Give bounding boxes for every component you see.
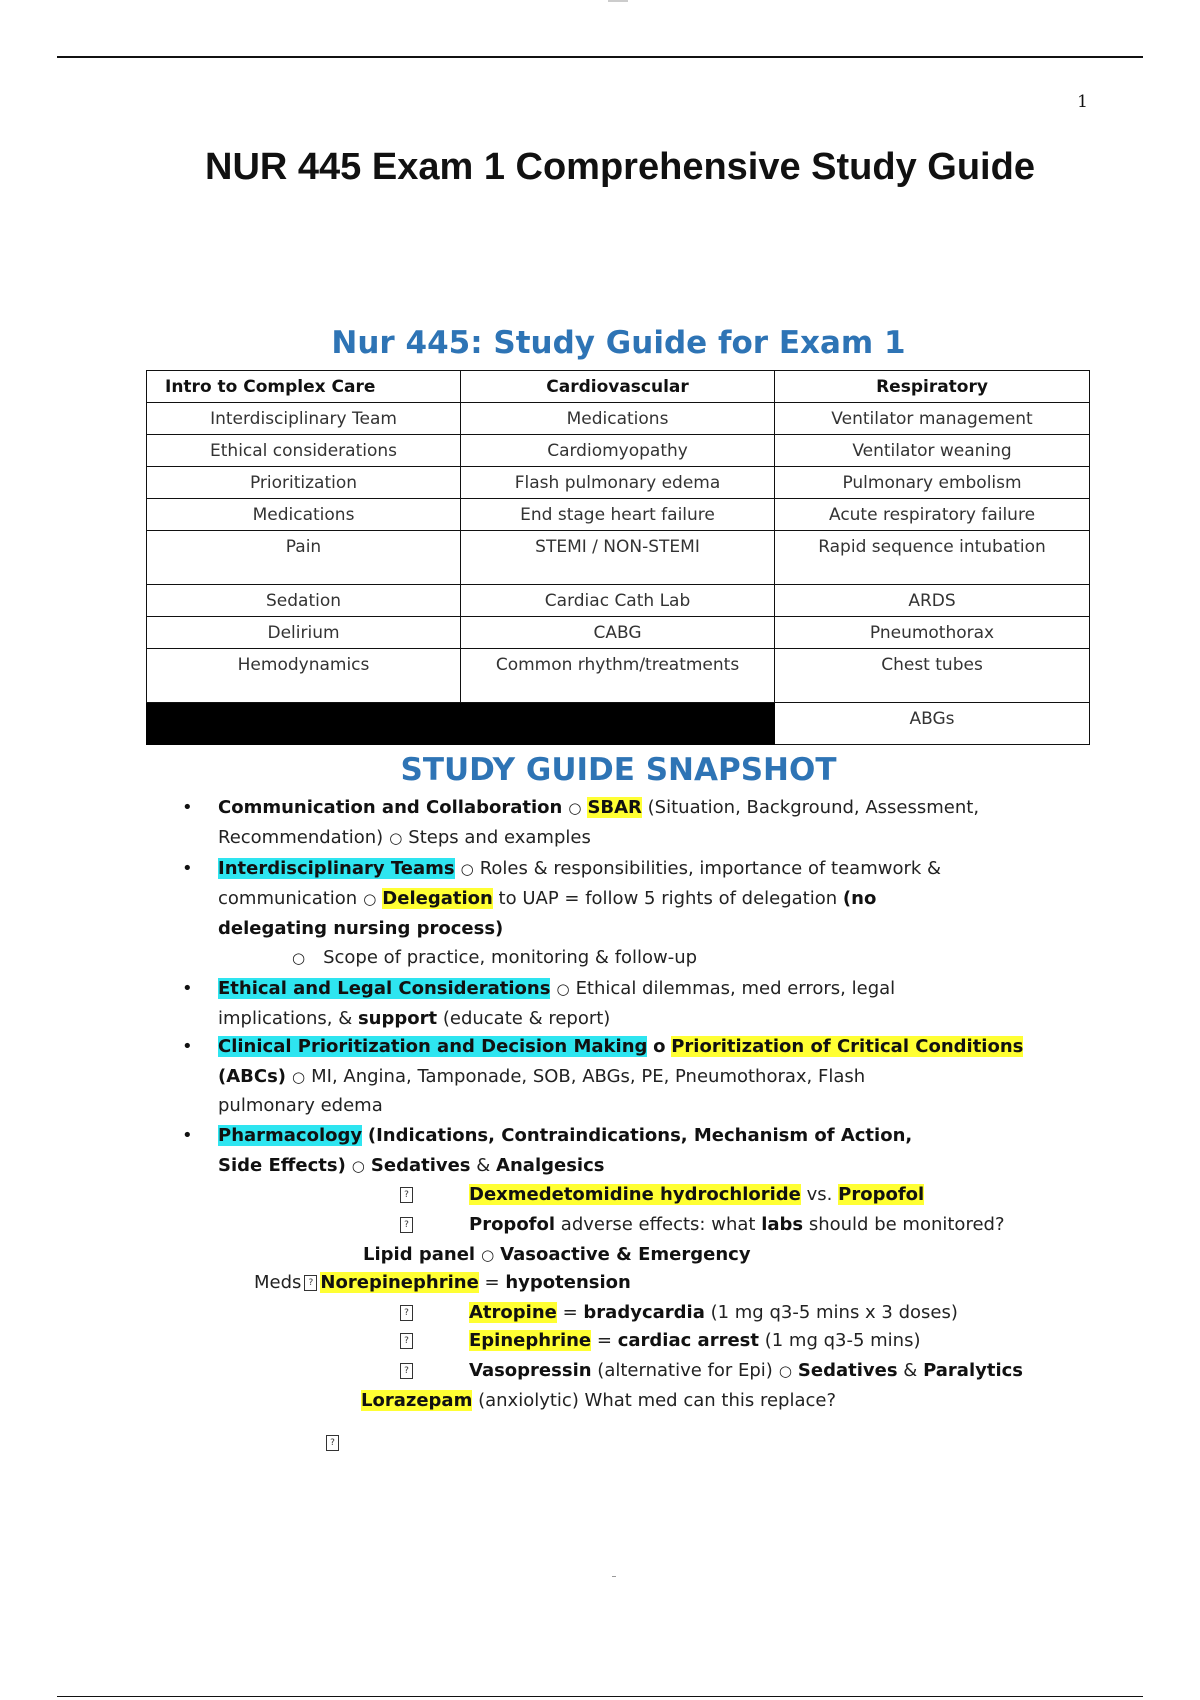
- table-cell: Hemodynamics: [147, 649, 461, 703]
- table-cell: ARDS: [775, 585, 1090, 617]
- bold-segment: Sedatives: [370, 1155, 471, 1176]
- snapshot-line: [218, 1125, 912, 1146]
- table-row: [147, 617, 1090, 649]
- table-cell: Flash pulmonary edema: [461, 467, 775, 499]
- column-header: Cardiovascular: [461, 371, 775, 403]
- table-cell: Delirium: [147, 617, 461, 649]
- bold-segment: o: [653, 1036, 666, 1057]
- bold-segment: (Indications, Contraindications, Mechanism of Action,: [367, 1125, 913, 1146]
- snapshot-line: [286, 947, 697, 968]
- text-segment: to UAP = follow 5 rights of delegation: [498, 888, 838, 909]
- table-row: [147, 703, 1090, 745]
- table-cell: Ventilator weaning: [775, 435, 1090, 467]
- bold-segment: labs: [761, 1214, 804, 1235]
- snapshot-line: [218, 827, 591, 848]
- highlighted-term: Delegation: [382, 888, 493, 909]
- text-segment: Ethical dilemmas, med errors, legal: [575, 978, 896, 999]
- bullet-glyph: •: [182, 797, 193, 818]
- table-row: [147, 585, 1090, 617]
- bold-segment: cardiac arrest: [617, 1330, 759, 1351]
- highlighted-topic: Clinical Prioritization and Decision Making: [218, 1036, 648, 1057]
- table-cell: Pulmonary embolism: [775, 467, 1090, 499]
- highlighted-term: Dexmedetomidine hydrochloride: [469, 1184, 801, 1205]
- page-number: 1: [1077, 92, 1088, 112]
- highlighted-topic: Ethical and Legal Considerations: [218, 978, 551, 999]
- snapshot-line: [218, 978, 895, 999]
- table-cell: End stage heart failure: [461, 499, 775, 531]
- text-segment: (Situation, Background, Assessment,: [647, 797, 980, 818]
- bold-segment: (no: [842, 888, 877, 909]
- snapshot-line: [254, 1272, 631, 1293]
- bold-segment: delegating nursing process): [218, 918, 504, 939]
- text-segment: (1 mg q3-5 mins): [764, 1330, 921, 1351]
- text-segment: (1 mg q3-5 mins x 3 doses): [710, 1302, 958, 1323]
- snapshot-heading: STUDY GUIDE SNAPSHOT: [400, 752, 837, 788]
- snapshot-line: [218, 1095, 383, 1116]
- circle-marker: ○: [292, 1068, 306, 1086]
- text-segment: &: [903, 1360, 918, 1381]
- highlighted-term: Prioritization of Critical Conditions: [671, 1036, 1024, 1057]
- table-row: [147, 435, 1090, 467]
- circle-marker: ○: [460, 860, 474, 878]
- table-cell: ABGs: [775, 703, 1090, 745]
- table-cell: Sedation: [147, 585, 461, 617]
- table-cell: Chest tubes: [775, 649, 1090, 703]
- circle-marker: ○: [389, 829, 403, 847]
- text-segment: =: [596, 1330, 612, 1351]
- circle-marker: ○: [556, 980, 570, 998]
- header-rule: [57, 56, 1143, 58]
- bold-segment: Vasoactive & Emergency: [500, 1244, 751, 1265]
- text-segment: Steps and examples: [408, 827, 591, 848]
- bold-segment: hypotension: [505, 1272, 631, 1293]
- table-cell: Common rhythm/treatments: [461, 649, 775, 703]
- missing-glyph-icon: ?: [400, 1333, 413, 1349]
- topic-label: Communication and Collaboration: [218, 797, 563, 818]
- text-segment: Scope of practice, monitoring & follow-up: [323, 947, 698, 968]
- snapshot-line: [400, 1184, 924, 1205]
- snapshot-line: [218, 1155, 604, 1176]
- table-cell: Cardiomyopathy: [461, 435, 775, 467]
- text-segment: pulmonary edema: [218, 1095, 383, 1116]
- highlighted-term: Norepinephrine: [320, 1272, 479, 1293]
- topics-table: [146, 370, 1090, 745]
- bold-segment: Propofol: [469, 1214, 556, 1235]
- text-segment: communication: [218, 888, 358, 909]
- snapshot-line: [218, 888, 876, 909]
- column-header: Respiratory: [775, 371, 1090, 403]
- table-cell: Interdisciplinary Team: [147, 403, 461, 435]
- bold-segment: Sedatives: [797, 1360, 898, 1381]
- table-row: [147, 403, 1090, 435]
- bold-segment: Vasopressin: [469, 1360, 592, 1381]
- table-row: [147, 649, 1090, 703]
- missing-glyph-icon: ?: [400, 1217, 413, 1233]
- circle-marker: ○: [292, 949, 306, 967]
- document-title: NUR 445 Exam 1 Comprehensive Study Guide: [205, 146, 1035, 188]
- table-cell: Rapid sequence intubation: [775, 531, 1090, 585]
- table-row: [147, 531, 1090, 585]
- snapshot-line: [363, 1244, 751, 1265]
- text-segment: (alternative for Epi): [597, 1360, 773, 1381]
- table-cell: Medications: [147, 499, 461, 531]
- snapshot-line: [218, 1066, 865, 1087]
- redacted-cell: [147, 703, 775, 745]
- bullet-glyph: •: [182, 1125, 193, 1146]
- missing-glyph-icon: ?: [400, 1305, 413, 1321]
- text-segment: Meds: [254, 1272, 302, 1293]
- text-segment: Recommendation): [218, 827, 384, 848]
- missing-glyph-icon: ?: [326, 1435, 339, 1451]
- highlighted-topic: Interdisciplinary Teams: [218, 858, 455, 879]
- bullet-glyph: •: [182, 978, 193, 999]
- bold-segment: Paralytics: [923, 1360, 1024, 1381]
- top-mark: [608, 0, 628, 2]
- text-segment: Roles & responsibilities, importance of teamwork &: [479, 858, 942, 879]
- text-segment: (educate & report): [442, 1008, 611, 1029]
- snapshot-line: [218, 1036, 1023, 1057]
- snapshot-line: [218, 797, 979, 818]
- highlighted-term: Lorazepam: [361, 1390, 473, 1411]
- highlighted-term: SBAR: [587, 797, 642, 818]
- bold-segment: Lipid panel: [363, 1244, 476, 1265]
- text-segment: adverse effects: what: [560, 1214, 756, 1235]
- snapshot-line: [218, 858, 941, 879]
- table-cell: Acute respiratory failure: [775, 499, 1090, 531]
- text-segment: vs.: [806, 1184, 833, 1205]
- bold-segment: Analgesics: [496, 1155, 605, 1176]
- table-cell: STEMI / NON-STEMI: [461, 531, 775, 585]
- study-guide-heading: Nur 445: Study Guide for Exam 1: [331, 325, 906, 361]
- snapshot-line: [400, 1360, 1023, 1381]
- bold-segment: (ABCs): [218, 1066, 287, 1087]
- table-cell: Ethical considerations: [147, 435, 461, 467]
- highlighted-term: Epinephrine: [469, 1330, 592, 1351]
- bold-segment: support: [357, 1008, 438, 1029]
- snapshot-line: [361, 1390, 836, 1411]
- circle-marker: ○: [778, 1362, 792, 1380]
- missing-glyph-icon: ?: [400, 1363, 413, 1379]
- column-header: Intro to Complex Care: [147, 371, 461, 403]
- table-row: [147, 467, 1090, 499]
- table-cell: CABG: [461, 617, 775, 649]
- missing-glyph-icon: ?: [400, 1187, 413, 1203]
- snapshot-line: [218, 1008, 610, 1029]
- table-cell: Cardiac Cath Lab: [461, 585, 775, 617]
- bullet-glyph: •: [182, 858, 193, 879]
- highlighted-term: Atropine: [469, 1302, 557, 1323]
- snapshot-line: [400, 1302, 958, 1323]
- text-segment: MI, Angina, Tamponade, SOB, ABGs, PE, Pneumothorax, Flash: [311, 1066, 866, 1087]
- text-segment: (anxiolytic) What med can this replace?: [478, 1390, 837, 1411]
- table-cell: Prioritization: [147, 467, 461, 499]
- bullet-glyph: •: [182, 1036, 193, 1057]
- footer-mark: [612, 1576, 616, 1577]
- table-cell: Medications: [461, 403, 775, 435]
- table-cell: Pain: [147, 531, 461, 585]
- text-segment: =: [562, 1302, 578, 1323]
- circle-marker: ○: [363, 890, 377, 908]
- table-cell: Pneumothorax: [775, 617, 1090, 649]
- table-row: [147, 499, 1090, 531]
- text-segment: &: [476, 1155, 491, 1176]
- text-segment: =: [484, 1272, 500, 1293]
- bold-segment: bradycardia: [583, 1302, 705, 1323]
- circle-marker: ○: [481, 1246, 495, 1264]
- highlighted-term: Propofol: [838, 1184, 925, 1205]
- text-segment: should be monitored?: [808, 1214, 1005, 1235]
- snapshot-line: [400, 1330, 921, 1351]
- snapshot-line: [218, 918, 503, 939]
- circle-marker: ○: [568, 799, 582, 817]
- circle-marker: ○: [351, 1157, 365, 1175]
- missing-glyph-icon: ?: [304, 1275, 317, 1291]
- table-cell: Ventilator management: [775, 403, 1090, 435]
- footer-rule: [57, 1696, 1143, 1697]
- text-segment: implications, &: [218, 1008, 353, 1029]
- snapshot-line: [400, 1214, 1005, 1235]
- table-header-row: [147, 371, 1090, 403]
- highlighted-topic: Pharmacology: [218, 1125, 363, 1146]
- snapshot-line: [326, 1432, 339, 1453]
- bold-segment: Side Effects): [218, 1155, 346, 1176]
